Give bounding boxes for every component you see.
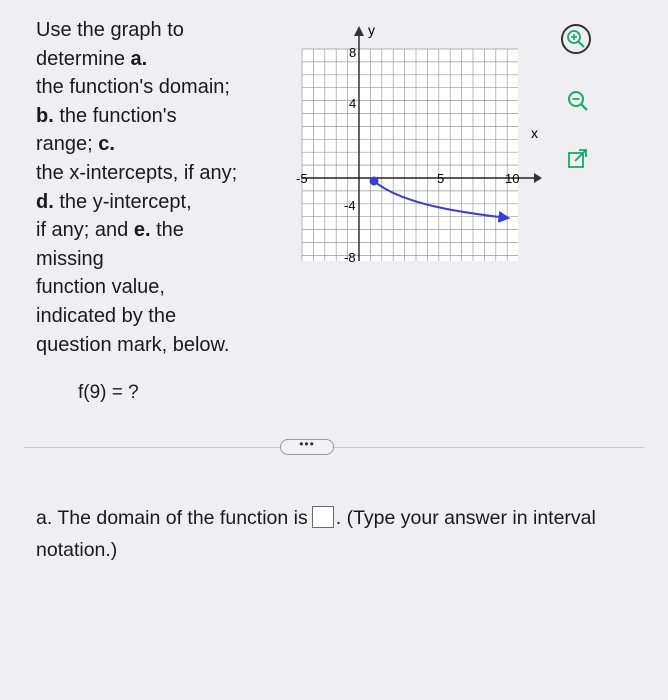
section-divider (24, 447, 644, 448)
y-tick-label: 4 (349, 96, 357, 111)
question-line: function value, (36, 276, 165, 299)
more-button[interactable]: ••• (280, 439, 334, 455)
domain-answer-input[interactable] (312, 506, 334, 528)
y-axis-arrow-icon (354, 26, 364, 36)
question-text (36, 16, 276, 359)
question-line: missing (36, 247, 104, 270)
question-line: the function's domain; (36, 76, 230, 99)
graph-svg (280, 18, 545, 268)
x-tick-label: -5 (296, 171, 308, 186)
open-external-button[interactable] (565, 146, 591, 172)
question-line: if any; and e. the (36, 219, 184, 242)
zoom-in-icon (563, 26, 589, 52)
x-axis-label: x (531, 125, 538, 141)
function-graph (280, 18, 545, 273)
question-line: Use the graph to (36, 19, 184, 41)
answer-prefix: a. The domain of the function is (36, 507, 308, 529)
y-tick-label: -8 (344, 250, 356, 265)
question-line: range; c. (36, 133, 115, 156)
question-line: indicated by the (36, 304, 177, 327)
x-tick-label: 5 (437, 171, 445, 186)
y-tick-label: -4 (344, 198, 356, 213)
question-line: question mark, below. (36, 333, 230, 356)
y-axis-label: y (368, 22, 375, 38)
open-external-icon (565, 146, 591, 172)
answer-suffix: . (Type your answer in interval notation.) (36, 507, 596, 561)
answer-prompt (36, 502, 636, 566)
zoom-out-button[interactable] (561, 84, 591, 114)
question-line: b. the function's (36, 104, 177, 127)
zoom-in-button[interactable] (561, 24, 591, 54)
question-line: the x-intercepts, if any; (36, 161, 238, 184)
function-value-prompt: f(9) = ? (78, 382, 139, 403)
zoom-out-icon (563, 86, 593, 116)
question-line: determine a. (36, 47, 148, 70)
question-line: d. the y-intercept, (36, 190, 192, 213)
start-point-marker (370, 177, 379, 186)
x-axis-arrow-icon (534, 173, 542, 183)
x-tick-label: 10 (505, 171, 520, 186)
graph-plot-area (302, 49, 518, 261)
y-tick-label: 8 (349, 45, 357, 60)
